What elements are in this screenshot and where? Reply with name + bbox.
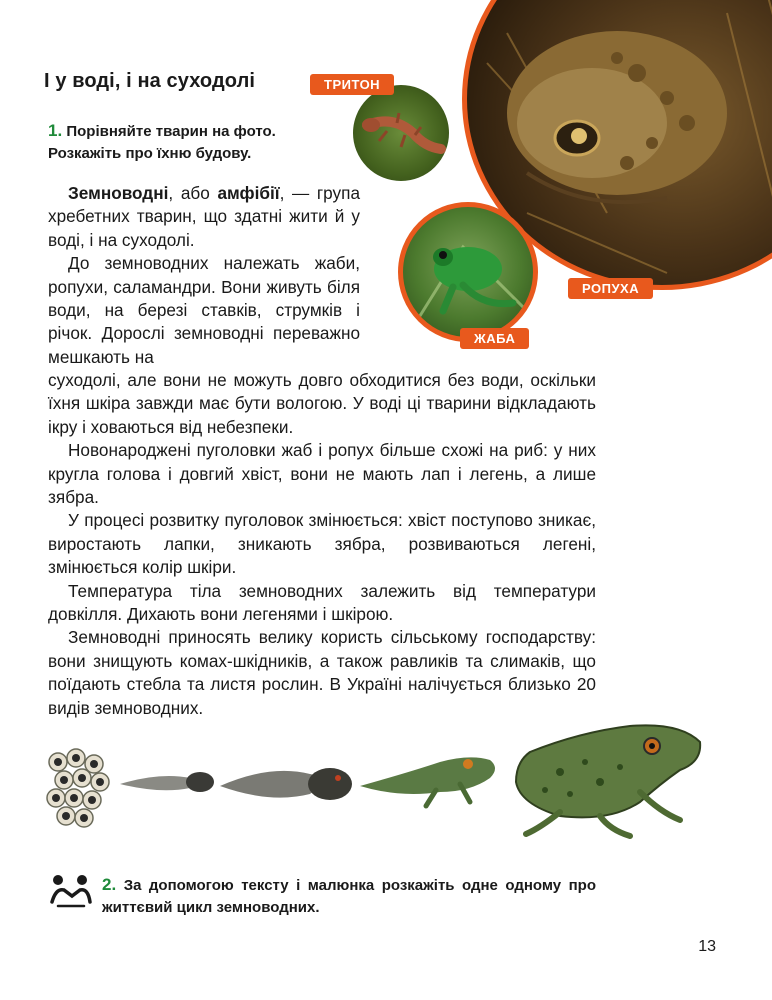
- life-cycle-illustration: [40, 712, 710, 846]
- paragraph-5: Температура тіла земноводних залежить від температури довкілля. Дихають вони легенями і шкірою.: [48, 580, 596, 625]
- paragraph-2-end: суходолі, але вони не можуть довго обходитися без води, оскільки їхня шкіра завжди має бути вологою. У воді ці тварини відкладають ікру і ховаються від небезпеки.: [48, 370, 596, 437]
- paragraph-3: Новонароджені пуголовки жаб і ропух більше схожі на риб: у них кругла голова і довгий хвіст, вони не мають лап і легень, а лише зябра.: [48, 440, 596, 508]
- newt-illustration: [353, 85, 454, 186]
- intro-rest: , — група хребетних тварин, що здатні жити й у воді, і на суходолі.: [48, 183, 360, 250]
- text-wide: [48, 369, 596, 720]
- frog-photo: [398, 202, 538, 342]
- page-number: 13: [698, 938, 716, 955]
- eggs: [47, 749, 109, 827]
- tadpole-small: [120, 772, 214, 792]
- text-narrow: [48, 182, 360, 369]
- pair-work-icon: [48, 872, 94, 910]
- term-amfibii: амфібії: [217, 183, 280, 203]
- paragraph-4: У процесі розвитку пуголовок змінюється: хвіст поступово зникає, виростають лапки, зникають зябра, розвиваються легені, змінюється колір шкіри.: [48, 510, 596, 578]
- task-1-number: 1.: [48, 121, 63, 140]
- task-2-number: 2.: [102, 875, 117, 894]
- froglet: [360, 757, 495, 806]
- label-zhaba: ЖАБА: [460, 328, 529, 349]
- intro-mid: , або: [168, 183, 218, 203]
- term-zemnovodni: Земноводні: [68, 183, 169, 203]
- task-2: [102, 874, 596, 919]
- tadpole-large: [220, 768, 352, 800]
- paragraph-intro: [48, 182, 360, 252]
- task-1-text: Порівняйте тварин на фото. Розкажіть про їхню будову.: [48, 123, 276, 162]
- paragraph-6: Земноводні приносять велику користь сільському господарству: вони знищують комах-шкідників, а також равликів та слимаків, що поїдають стебла та листя рослин. В Україні налічується близько 20 видів земноводних.: [48, 627, 596, 718]
- adult-frog: [516, 725, 700, 836]
- page-title: І у воді, і на суходолі: [44, 70, 256, 92]
- paragraph-2-start: До земноводних належать жаби, ропухи, саламандри. Вони живуть біля води, на березі ставків, струмків і річок. Дорослі земноводні переважно мешкають на: [48, 253, 360, 367]
- label-ropukha: РОПУХА: [568, 278, 653, 299]
- task-2-text: За допомогою тексту і малюнка розкажіть одне одному про життєвий цикл земноводних.: [102, 877, 597, 916]
- label-triton: ТРИТОН: [310, 74, 394, 95]
- task-1: [48, 120, 288, 165]
- frog-illustration: [403, 207, 538, 342]
- newt-photo: [348, 80, 454, 186]
